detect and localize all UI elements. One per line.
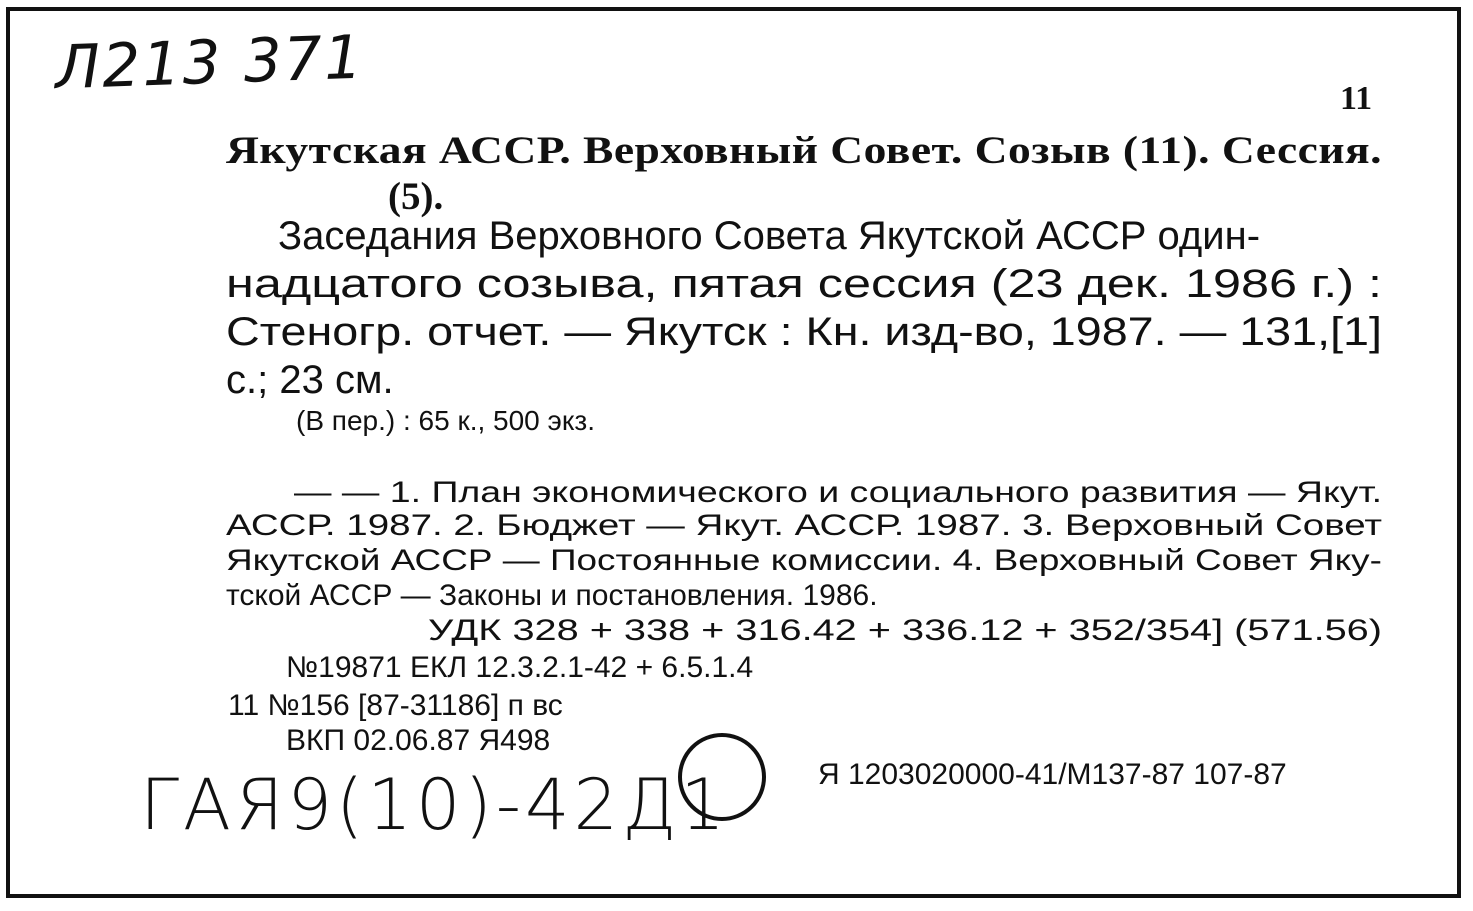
description-line-2: надцатого созыва, пятая сессия (23 дек. 1986 г.) : xyxy=(226,262,1382,306)
subjects-line-1: — — 1. План экономического и социального развития — Якут. xyxy=(294,476,1382,509)
heading-line-2: (5). xyxy=(388,175,444,218)
ekl-line: №19871 ЕКЛ 12.3.2.1-42 + 6.5.1.4 xyxy=(286,651,754,684)
catalog-code-line: Я 1203020000-41/М137-87 107-87 xyxy=(818,758,1287,791)
heading-line-1: Якутская АССР. Верховный Совет. Созыв (11). Сессия. xyxy=(226,129,1383,172)
handwritten-classmark: ГАЯ9(10)-42Д1 xyxy=(140,764,729,846)
price-line: (В пер.) : 65 к., 500 экз. xyxy=(296,405,596,436)
description-line-4: с.; 23 см. xyxy=(226,358,394,402)
description-line-3: Стеногр. отчет. — Якутск : Кн. изд-во, 1987. — 131,[1] xyxy=(226,310,1382,354)
vkp-line: ВКП 02.06.87 Я498 xyxy=(286,724,551,757)
subjects-line-2: АССР. 1987. 2. Бюджет — Якут. АССР. 1987. 3. Верховный Совет xyxy=(226,509,1383,542)
udk-line: УДК 328 + 338 + 316.42 + 336.12 + 352/354] (571.56) xyxy=(428,614,1382,647)
subjects-line-3: Якутской АССР — Постоянные комиссии. 4. Верховный Совет Яку- xyxy=(226,544,1382,577)
subjects-line-4: тской АССР — Законы и постановления. 1986. xyxy=(226,579,878,612)
card-number: 11 xyxy=(1340,80,1373,117)
registration-line: 11 №156 [87-31186] п вс xyxy=(228,689,563,722)
description-line-1: Заседания Верховного Совета Якутской АССР один- xyxy=(278,214,1261,258)
handwritten-shelfmark: Л213 371 xyxy=(53,22,366,104)
